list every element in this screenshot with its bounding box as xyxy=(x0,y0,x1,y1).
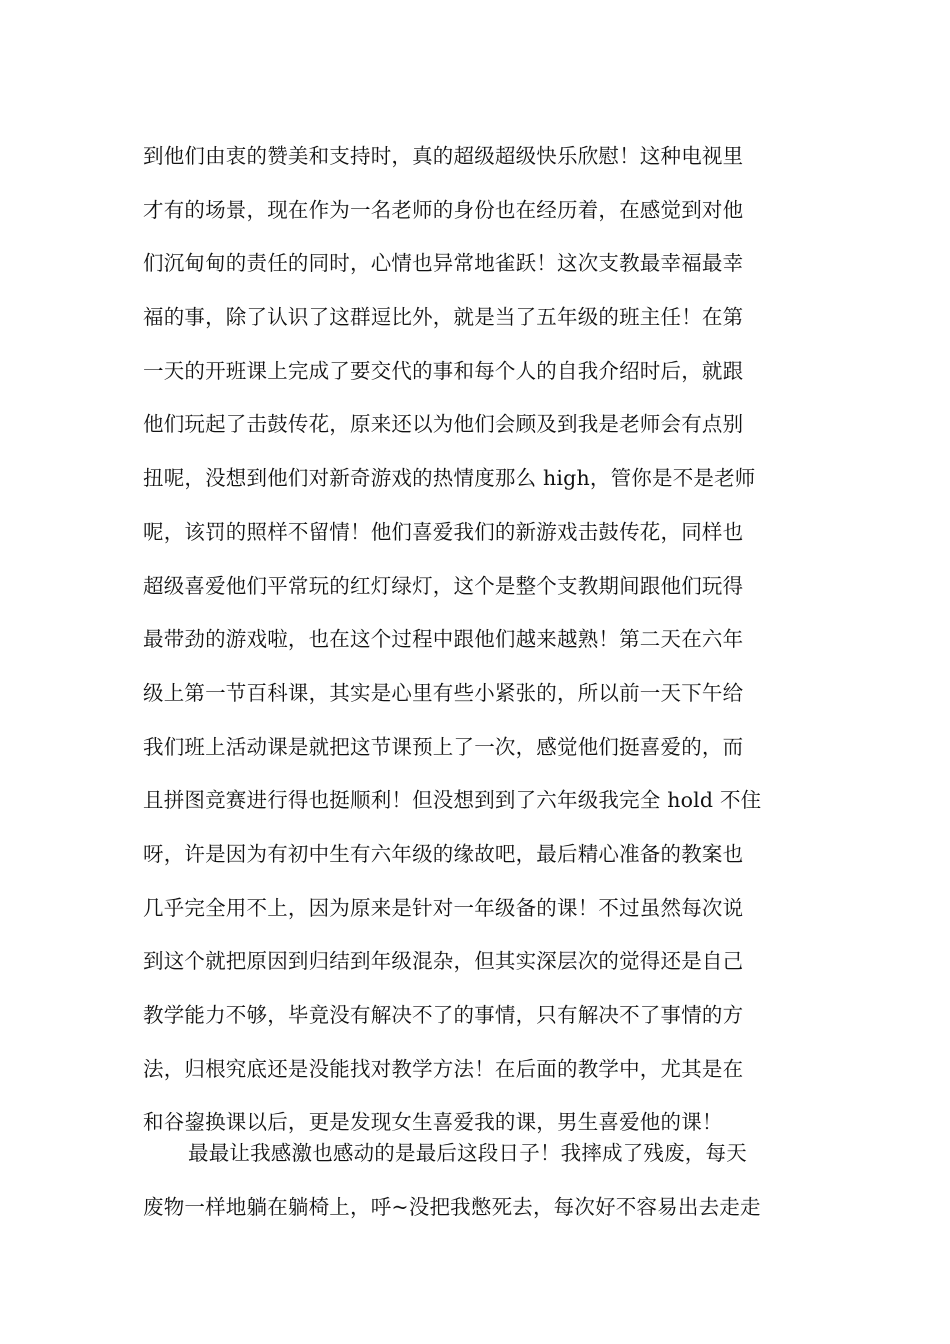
text-line: 们沉甸甸的责任的同时，心情也异常地雀跃！这次支教最幸福最幸 xyxy=(143,251,744,276)
paragraph-2 xyxy=(143,1127,809,1234)
text-line: 最最让我感激也感动的是最后这段日子！我摔成了残废，每天 xyxy=(188,1141,747,1165)
text-line: 呀，许是因为有初中生有六年级的缘故吧，最后精心准备的教案也 xyxy=(143,841,744,866)
text-line: 才有的场景，现在作为一名老师的身份也在经历着，在感觉到对他 xyxy=(143,197,744,222)
text-line: 到这个就把原因到归结到年级混杂，但其实深层次的觉得还是自己 xyxy=(143,949,744,974)
text-line: 扭呢，没想到他们对新奇游戏的热情度那么 high，管你是不是老师 xyxy=(143,466,756,491)
text-line: 废物一样地躺在躺椅上，呼~没把我憋死去，每次好不容易出去走走 xyxy=(143,1194,761,1219)
text-line: 超级喜爱他们平常玩的红灯绿灯，这个是整个支教期间跟他们玩得 xyxy=(143,573,744,598)
text-line: 他们玩起了击鼓传花，原来还以为他们会顾及到我是老师会有点别 xyxy=(143,412,744,437)
text-line: 法，归根究底还是没能找对教学方法！在后面的教学中，尤其是在 xyxy=(143,1056,744,1081)
text-line: 福的事，除了认识了这群逗比外，就是当了五年级的班主任！在第 xyxy=(143,305,744,330)
text-line: 最带劲的游戏啦，也在这个过程中跟他们越来越熟！第二天在六年 xyxy=(143,627,744,652)
text-line: 我们班上活动课是就把这节课预上了一次，感觉他们挺喜爱的，而 xyxy=(143,734,744,759)
text-line: 且拼图竞赛进行得也挺顺利！但没想到到了六年级我完全 hold 不住 xyxy=(143,788,762,813)
text-line: 到他们由衷的赞美和支持时，真的超级超级快乐欣慰！这种电视里 xyxy=(143,144,744,168)
text-line: 一天的开班课上完成了要交代的事和每个人的自我介绍时后，就跟 xyxy=(143,358,744,383)
text-line: 几乎完全用不上，因为原来是针对一年级备的课！不过虽然每次说 xyxy=(143,895,744,920)
text-line: 教学能力不够，毕竟没有解决不了的事情，只有解决不了事情的方 xyxy=(143,1003,744,1027)
text-line: 和谷鋆换课以后，更是发现女生喜爱我的课，男生喜爱他的课！ xyxy=(143,1110,723,1135)
text-line: 呢，该罚的照样不留情！他们喜爱我们的新游戏击鼓传花，同样也 xyxy=(143,519,744,544)
text-line: 级上第一节百科课，其实是心里有些小紧张的，所以前一天下午给 xyxy=(143,680,744,705)
paragraph-1 xyxy=(143,130,809,1150)
